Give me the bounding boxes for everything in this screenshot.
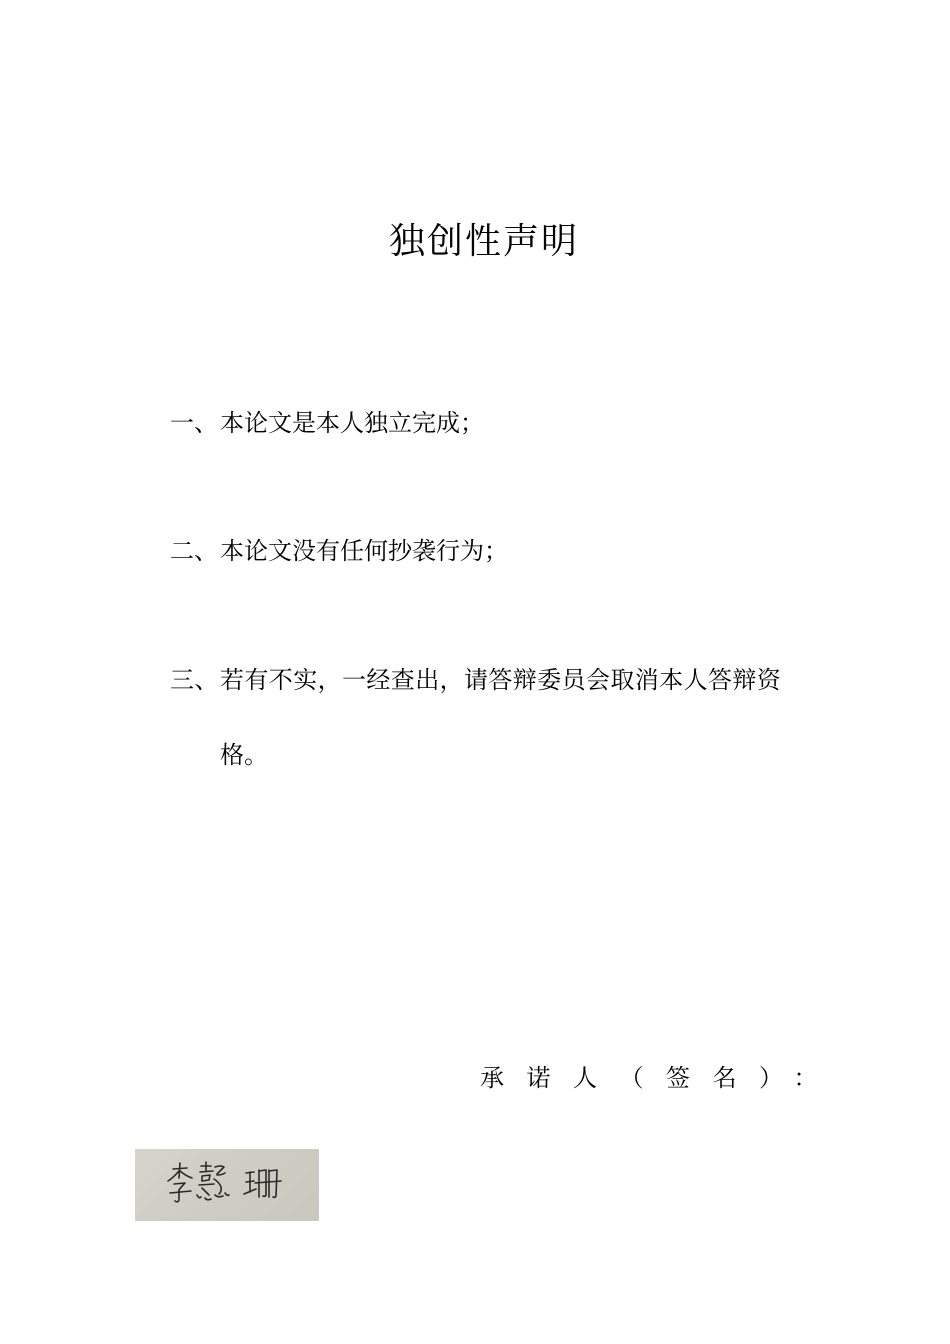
declaration-item-3-continuation: 格。 [220,741,268,769]
declaration-item-1 [170,407,484,439]
item-text: 若有不实，一经查出，请答辩委员会取消本人答辩资 [220,666,782,694]
signature-strokes [135,1149,319,1221]
item-text: 本论文是本人独立完成； [220,409,484,437]
item-number: 三、 [170,666,219,694]
page-title: 独创性声明 [388,221,579,262]
declaration-item-2 [170,535,508,567]
item-number: 一、 [170,409,218,437]
signer-label: 承诺人（签名）： [480,1064,840,1092]
declaration-item-3 [170,664,781,696]
item-number: 二、 [170,537,218,565]
handwritten-signature [135,1149,319,1221]
item-text: 本论文没有任何抄袭行为； [220,537,508,565]
